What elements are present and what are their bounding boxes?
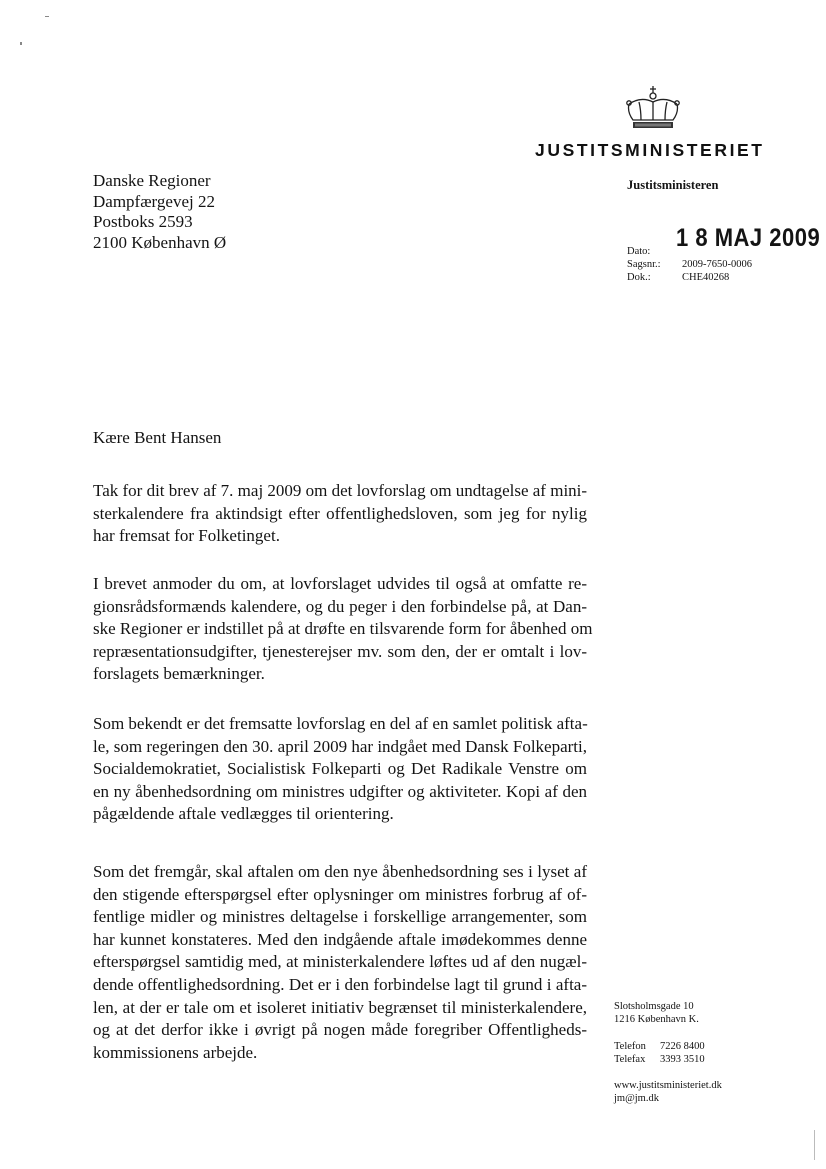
document-meta xyxy=(627,245,752,284)
case-row xyxy=(627,258,752,271)
footer-address xyxy=(614,1000,699,1026)
phone-row xyxy=(614,1040,705,1053)
text-line: Socialdemokratiet, Socialistisk Folkeparti og Det Radikale Venstre om xyxy=(93,759,587,779)
text-line: repræsentationsudgifter, tjenesterejser mv. som den, der er omtalt i lov- xyxy=(93,641,587,661)
text-line: len, at der er tale om et isoleret initiativ begrænset til ministerkalendere, xyxy=(93,997,587,1017)
text-line: pågældende aftale vedlægges til orientering. xyxy=(93,804,394,824)
case-number: 2009-7650-0006 xyxy=(682,259,752,270)
recipient-line: Danske Regioner xyxy=(93,171,211,190)
fax-label: Telefax xyxy=(614,1054,646,1065)
recipient-line: Dampfærgevej 22 xyxy=(93,191,215,211)
text-line: har fremsat for Folketinget. xyxy=(93,526,280,546)
phone-label: Telefon xyxy=(614,1041,646,1052)
doc-label: Dok.: xyxy=(627,272,651,283)
fax-number: 3393 3510 xyxy=(660,1054,705,1065)
fax-row xyxy=(614,1053,705,1066)
body-paragraph xyxy=(93,480,587,548)
text-line: Som det fremgår, skal aftalen om den nye åbenhedsordning ses i lyset af xyxy=(93,862,587,881)
doc-number: CHE40268 xyxy=(682,272,730,283)
text-line: har kunnet konstateres. Med den indgående aftale imødekommes denne xyxy=(93,929,587,949)
text-line: gionsrådsformænds kalendere, og du peger i den forbindelse på, at Dan- xyxy=(93,596,587,616)
recipient-address xyxy=(93,171,226,253)
text-line: Tak for dit brev af 7. maj 2009 om det lovforslag om undtagelse af mini- xyxy=(93,481,588,500)
text-line: forslagets bemærkninger. xyxy=(93,664,265,684)
text-line: efterspørgsel samtidig med, at ministerkalendere løftes ud af den nugæl- xyxy=(93,952,587,972)
scan-speck xyxy=(20,42,22,45)
text-line: ske Regioner er indstillet på at drøfte en tilsvarende form for åbenhed om xyxy=(93,619,593,639)
date-stamp: 1 8 MAJ 2009 xyxy=(676,223,821,252)
footer-web xyxy=(614,1079,722,1105)
website-link[interactable]: www.justitsministeriet.dk xyxy=(614,1080,722,1091)
text-line: fentlige midler og ministres deltagelse i forskellige arrangementer, som xyxy=(93,907,587,927)
text-line: sterkalendere fra aktindsigt efter offentlighedsloven, som jeg for nylig xyxy=(93,503,587,523)
footer-city: 1216 København K. xyxy=(614,1014,699,1025)
text-line: og at det derfor ikke i øvrigt på nogen måde foregriber Offentligheds- xyxy=(93,1020,587,1040)
date-label: Dato: xyxy=(627,246,651,257)
text-line: Som bekendt er det fremsatte lovforslag en del af en samlet politisk afta- xyxy=(93,714,588,733)
phone-number: 7226 8400 xyxy=(660,1041,705,1052)
body-paragraph xyxy=(93,573,593,686)
footer-street: Slotsholmsgade 10 xyxy=(614,1001,694,1012)
royal-crown-icon xyxy=(619,86,687,134)
sender-office: Justitsministeren xyxy=(627,178,719,192)
recipient-line: 2100 København Ø xyxy=(93,232,227,252)
text-line: le, som regeringen den 30. april 2009 har indgået med Dansk Folkeparti, xyxy=(93,736,587,756)
text-line: en ny åbenhedsordning om ministres udgifter og aktiviteter. Kopi af den xyxy=(93,781,587,801)
text-line: kommissionens arbejde. xyxy=(93,1042,258,1062)
scan-edge-line xyxy=(814,1130,815,1160)
date-row xyxy=(627,245,752,258)
recipient-line: Postboks 2593 xyxy=(93,212,193,231)
text-line: I brevet anmoder du om, at lovforslaget udvides til også at omfatte re- xyxy=(93,574,587,593)
doc-row xyxy=(627,271,752,284)
footer-contact xyxy=(614,1040,705,1066)
body-paragraph xyxy=(93,713,587,826)
email-link[interactable]: jm@jm.dk xyxy=(614,1093,659,1104)
text-line: dende offentlighedsordning. Det er i den forbindelse lagt til grund i afta- xyxy=(93,974,587,994)
body-paragraph xyxy=(93,861,587,1064)
text-line: den stigende efterspørgsel efter oplysninger om ministres forbrug af of- xyxy=(93,884,587,904)
case-label: Sagsnr.: xyxy=(627,259,661,270)
scan-speck xyxy=(45,16,49,17)
salutation: Kære Bent Hansen xyxy=(93,428,222,447)
ministry-name: JUSTITSMINISTERIET xyxy=(535,140,765,160)
